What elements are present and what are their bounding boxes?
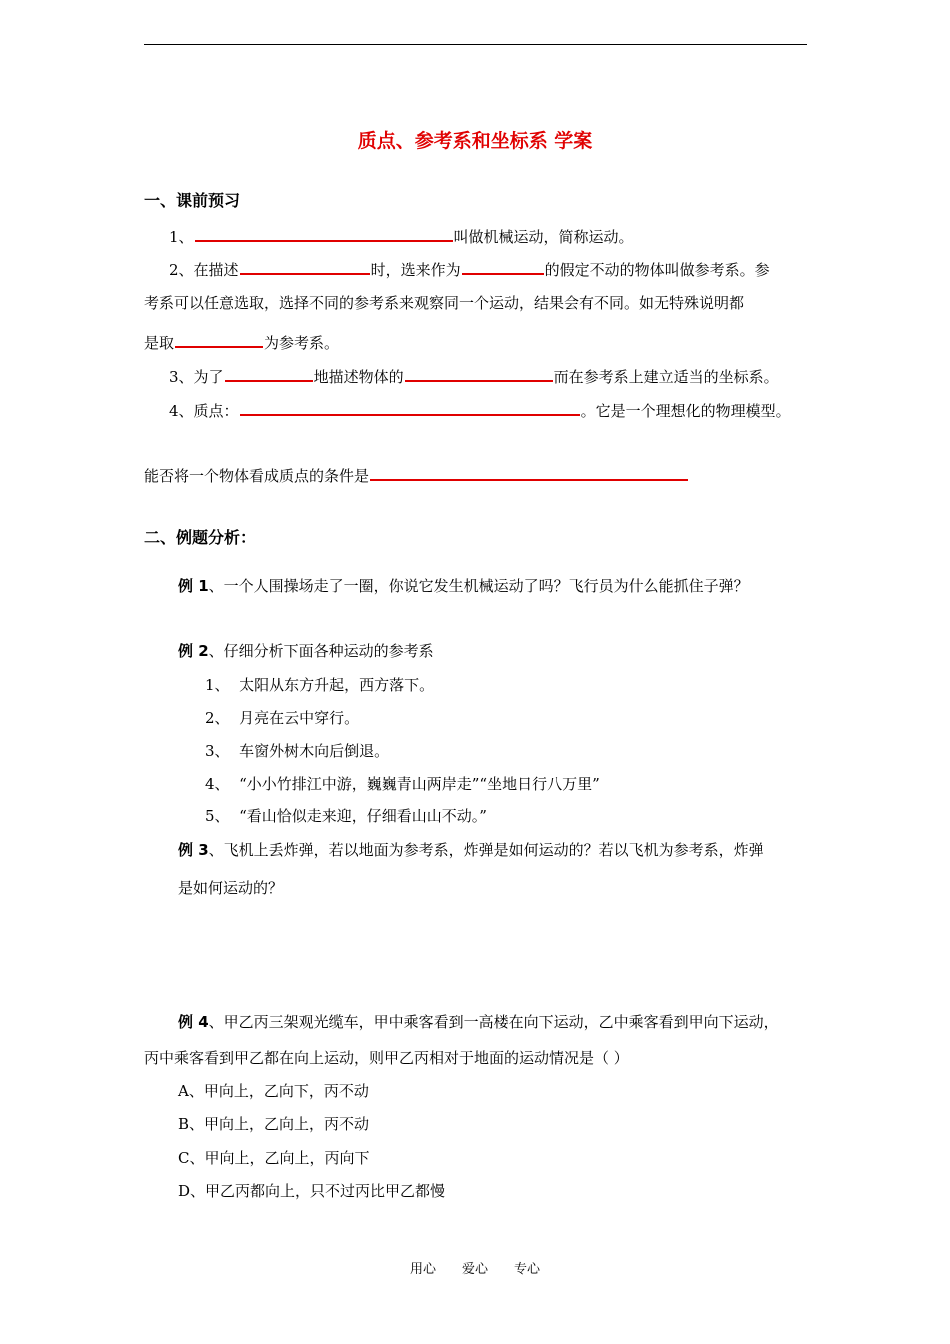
q5-blank[interactable] [370, 464, 688, 481]
option-b: B、甲向上，乙向上，丙不动 [178, 1115, 370, 1133]
q2-text-2: 时，选来作为 [370, 261, 461, 279]
q3-blank-2[interactable] [405, 365, 553, 382]
page-footer: 用心 爱心 专心 [409, 1262, 540, 1277]
q3-blank-1[interactable] [225, 365, 313, 382]
example-3 [178, 839, 764, 860]
example-4-line-2: 丙中乘客看到甲乙都在向上运动，则甲乙丙相对于地面的运动情况是（ ） [144, 1049, 629, 1067]
q2-line-3 [144, 331, 339, 353]
item-number: 5、 [205, 807, 230, 825]
question-3 [169, 365, 779, 387]
item-text: 太阳从东方升起，西方落下。 [239, 676, 435, 694]
example-4-text: 、甲乙丙三架观光缆车，甲中乘客看到一高楼在向下运动，乙中乘客看到甲向下运动， [208, 1013, 779, 1031]
example-3-label: 例 3 [178, 841, 209, 859]
q2-blank-2[interactable] [462, 258, 544, 275]
example-2-item [205, 773, 600, 794]
example-3-text: 、飞机上丢炸弹，若以地面为参考系，炸弹是如何运动的？若以飞机为参考系，炸弹 [208, 841, 764, 859]
question-4 [169, 399, 791, 421]
question-1 [169, 225, 634, 247]
example-4-label: 例 4 [178, 1013, 209, 1031]
example-3-line-2: 是如何运动的？ [178, 879, 284, 897]
q2-text-1: 在描述 [193, 261, 239, 279]
item-text: “看山恰似走来迎，仔细看山山不动。” [239, 807, 487, 825]
question-2 [169, 258, 770, 280]
q3-number: 3、 [169, 368, 194, 386]
example-1 [178, 575, 749, 596]
option-a: A、甲向上，乙向下，丙不动 [178, 1082, 369, 1100]
example-2-item [205, 740, 389, 761]
q2-line-2: 考系可以任意选取，选择不同的参考系来观察同一个运动，结果会有不同。如无特殊说明都 [144, 294, 745, 312]
example-1-text: 、一个人围操场走了一圈，你说它发生机械运动了吗？飞行员为什么能抓住子弹？ [208, 577, 749, 595]
section2-heading: 二、例题分析： [144, 528, 257, 547]
example-2-item [205, 707, 359, 728]
item-number: 4、 [205, 775, 230, 793]
item-text: “小小竹排江中游，巍巍青山两岸走”“坐地日行八万里” [239, 775, 600, 793]
example-4 [178, 1011, 779, 1032]
q2-blank-1[interactable] [240, 258, 370, 275]
q1-text: 叫做机械运动，简称运动。 [453, 228, 634, 246]
q3-text-3: 而在参考系上建立适当的坐标系。 [553, 368, 779, 386]
q3-text-2: 地描述物体的 [313, 368, 404, 386]
option-c: C、甲向上，乙向上，丙向下 [178, 1149, 370, 1167]
example-2-text: 、仔细分析下面各种运动的参考系 [208, 642, 434, 660]
option-d: D、甲乙丙都向上，只不过丙比甲乙都慢 [178, 1182, 446, 1200]
section1-heading: 一、课前预习 [144, 191, 241, 210]
q3-text-1: 为了 [193, 368, 224, 386]
page-title: 质点、参考系和坐标系 学案 [357, 130, 593, 152]
q2-blank-3[interactable] [175, 331, 263, 348]
q4-number: 4、 [169, 402, 194, 420]
q2-number: 2、 [169, 261, 194, 279]
example-2-item [205, 805, 487, 826]
example-2-item [205, 674, 434, 695]
example-2-label: 例 2 [178, 642, 209, 660]
q2-text-5: 为参考系。 [264, 334, 340, 352]
example-1-label: 例 1 [178, 577, 209, 595]
q2-text-4: 是取 [144, 334, 175, 352]
q4-blank[interactable] [240, 399, 580, 416]
item-number: 2、 [205, 709, 230, 727]
question-5 [144, 464, 689, 486]
q5-text: 能否将一个物体看成质点的条件是 [144, 467, 370, 485]
item-number: 3、 [205, 742, 230, 760]
item-text: 月亮在云中穿行。 [239, 709, 360, 727]
q4-text-1: 质点： [193, 402, 239, 420]
q1-blank[interactable] [195, 225, 453, 242]
header-rule [144, 44, 807, 45]
q2-text-3: 的假定不动的物体叫做参考系。参 [544, 261, 770, 279]
example-2 [178, 640, 434, 661]
item-text: 车窗外树木向后倒退。 [239, 742, 390, 760]
q1-number: 1、 [169, 228, 194, 246]
q4-text-2: 。它是一个理想化的物理模型。 [580, 402, 791, 420]
item-number: 1、 [205, 676, 230, 694]
